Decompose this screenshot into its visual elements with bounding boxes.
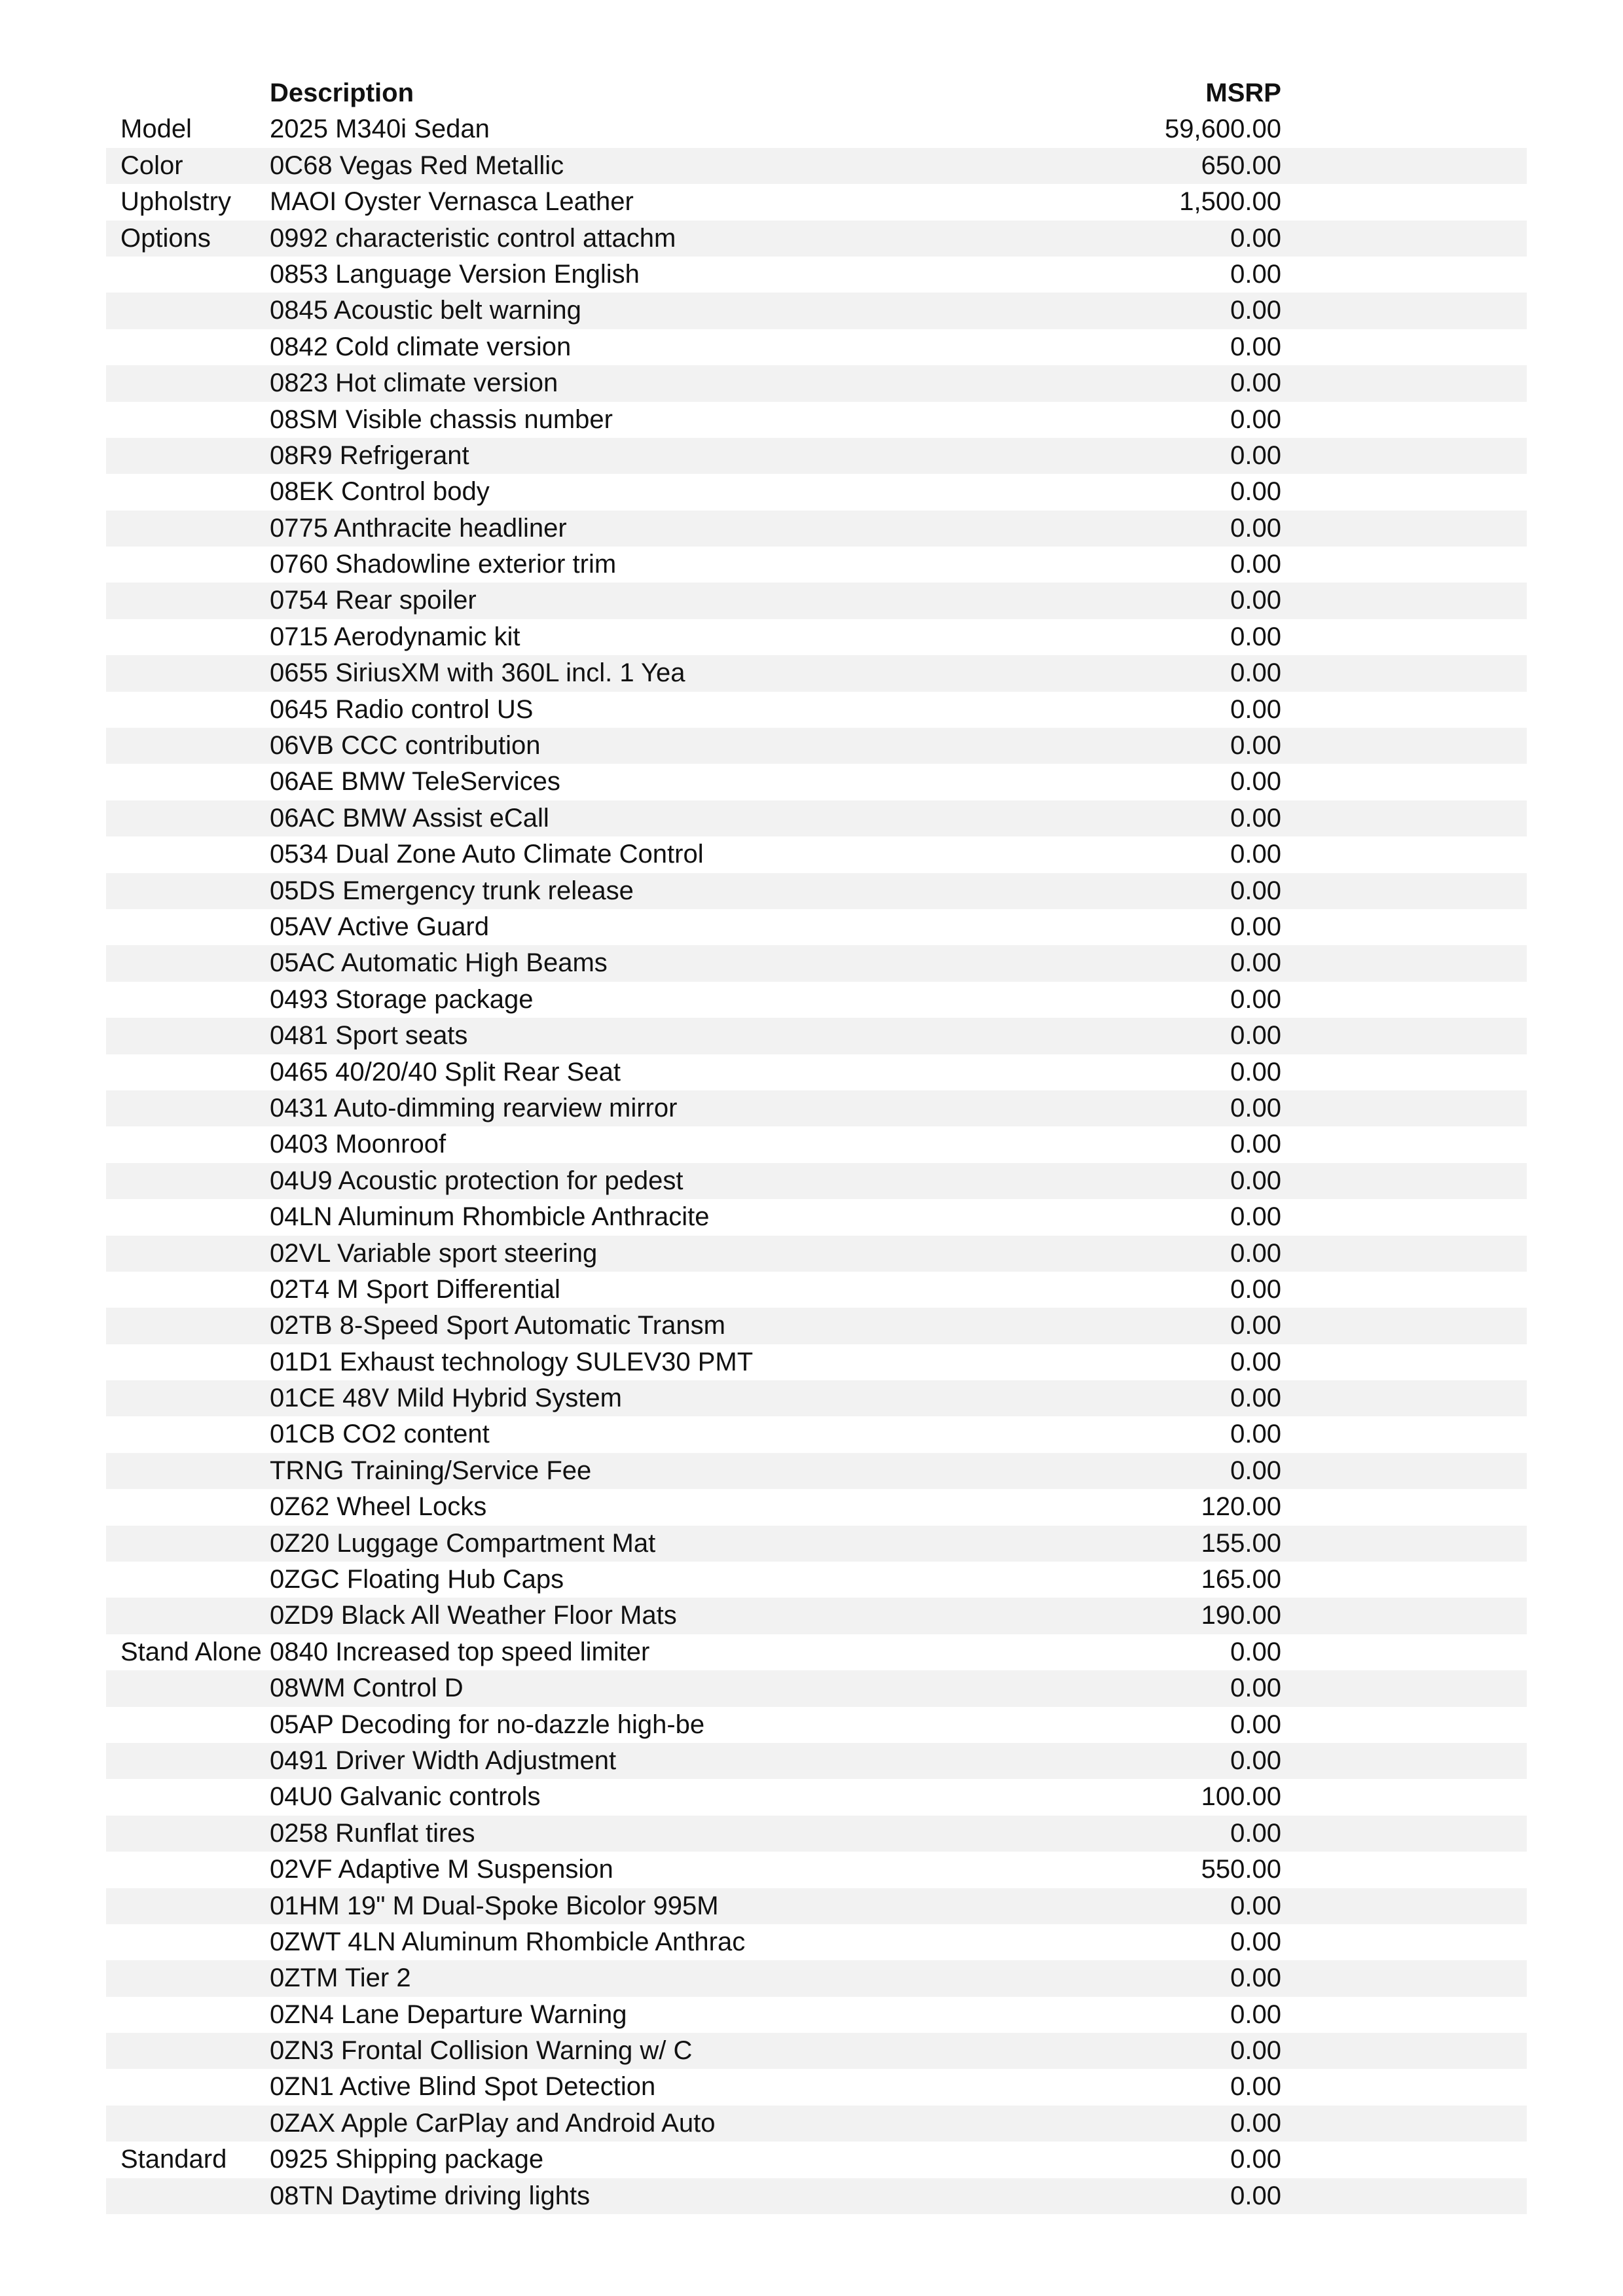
row-description: 0403 Moonroof [270, 1130, 447, 1159]
table-row [106, 402, 1527, 438]
row-msrp: 0.00 [1230, 1710, 1281, 1739]
row-category [106, 583, 270, 619]
table-row [106, 619, 1527, 655]
row-category [106, 1163, 270, 1199]
row-category [106, 1272, 270, 1308]
table-row [106, 148, 1527, 184]
row-description: 0754 Rear spoiler [270, 586, 477, 615]
row-category [106, 1707, 270, 1743]
row-description: 08EK Control body [270, 477, 490, 507]
table-row [106, 1562, 1527, 1598]
table-row [106, 1344, 1527, 1380]
row-category [106, 1416, 270, 1452]
table-row [106, 474, 1527, 510]
row-msrp: 0.00 [1230, 840, 1281, 869]
header-description: Description [270, 79, 414, 107]
row-msrp: 0.00 [1230, 2000, 1281, 2029]
row-category: Stand Alone [120, 1637, 262, 1666]
row-category [106, 1489, 270, 1525]
row-msrp: 0.00 [1230, 404, 1281, 434]
row-category [106, 1126, 270, 1162]
row-category: Standard [120, 2145, 227, 2174]
row-msrp: 0.00 [1230, 2072, 1281, 2102]
row-msrp: 0.00 [1230, 332, 1281, 361]
row-msrp: 0.00 [1230, 1347, 1281, 1376]
row-msrp: 0.00 [1230, 731, 1281, 761]
row-description: 08WM Control D [270, 1674, 464, 1703]
row-category: Color [120, 151, 183, 180]
row-description: 0853 Language Version English [270, 259, 640, 289]
row-description: 0715 Aerodynamic kit [270, 622, 520, 651]
row-category [106, 1380, 270, 1416]
table-row [106, 1852, 1527, 1888]
table-row [106, 1126, 1527, 1162]
row-msrp: 0.00 [1230, 1021, 1281, 1050]
row-category [106, 365, 270, 401]
row-description: 04U9 Acoustic protection for pedest [270, 1166, 684, 1195]
row-description: 0840 Increased top speed limiter [270, 1637, 650, 1666]
row-category [106, 1670, 270, 1706]
table-row [106, 1598, 1527, 1634]
row-msrp: 0.00 [1230, 1891, 1281, 1920]
table-row [106, 1199, 1527, 1235]
row-description: 0ZAX Apple CarPlay and Android Auto [270, 2108, 716, 2138]
row-msrp: 165.00 [1201, 1565, 1281, 1594]
row-description: 05AV Active Guard [270, 912, 489, 941]
table-row [106, 800, 1527, 836]
row-category [106, 692, 270, 728]
row-msrp: 0.00 [1230, 1818, 1281, 1848]
table-row [106, 982, 1527, 1018]
row-category: Upholstry [120, 187, 231, 217]
row-category [106, 1743, 270, 1779]
row-msrp: 0.00 [1230, 368, 1281, 398]
row-msrp: 0.00 [1230, 513, 1281, 543]
table-row [106, 1453, 1527, 1489]
row-description: 0465 40/20/40 Split Rear Seat [270, 1057, 621, 1086]
row-description: 08SM Visible chassis number [270, 404, 613, 434]
table-row [106, 692, 1527, 728]
row-description: 0ZGC Floating Hub Caps [270, 1565, 564, 1594]
row-msrp: 0.00 [1230, 1093, 1281, 1122]
row-category [106, 1090, 270, 1126]
row-msrp: 0.00 [1230, 1637, 1281, 1666]
row-description: 0ZTM Tier 2 [270, 1964, 411, 1993]
row-description: 06AE BMW TeleServices [270, 767, 560, 797]
table-row [106, 1090, 1527, 1126]
table-row [106, 221, 1527, 257]
table-row [106, 2106, 1527, 2142]
row-msrp: 0.00 [1230, 1057, 1281, 1086]
row-description: 08R9 Refrigerant [270, 440, 469, 470]
row-description: 06VB CCC contribution [270, 731, 541, 761]
row-category [106, 257, 270, 293]
row-msrp: 0.00 [1230, 1927, 1281, 1956]
row-msrp: 0.00 [1230, 1274, 1281, 1304]
row-msrp: 120.00 [1201, 1492, 1281, 1522]
table-row [106, 873, 1527, 909]
row-description: 0258 Runflat tires [270, 1818, 475, 1848]
table-row [106, 329, 1527, 365]
table-row [106, 1924, 1527, 1960]
row-msrp: 0.00 [1230, 1746, 1281, 1775]
table-row [106, 1489, 1527, 1525]
row-msrp: 0.00 [1230, 1964, 1281, 1993]
row-category: Model [120, 115, 192, 144]
row-msrp: 0.00 [1230, 1311, 1281, 1340]
row-category [106, 1924, 270, 1960]
row-category [106, 547, 270, 583]
row-category [106, 945, 270, 981]
row-category [106, 2033, 270, 2069]
row-description: 01CE 48V Mild Hybrid System [270, 1384, 622, 1413]
row-category [106, 873, 270, 909]
row-msrp: 155.00 [1201, 1528, 1281, 1558]
row-description: 0760 Shadowline exterior trim [270, 550, 617, 579]
row-description: 02VL Variable sport steering [270, 1238, 598, 1268]
row-msrp: 0.00 [1230, 1456, 1281, 1485]
row-category [106, 619, 270, 655]
row-msrp: 0.00 [1230, 1130, 1281, 1159]
row-category [106, 1453, 270, 1489]
row-msrp: 0.00 [1230, 2108, 1281, 2138]
row-description: 02TB 8-Speed Sport Automatic Transm [270, 1311, 725, 1340]
row-category [106, 655, 270, 691]
row-msrp: 0.00 [1230, 1420, 1281, 1449]
row-description: 0ZN4 Lane Departure Warning [270, 2000, 627, 2029]
line-items [106, 111, 1527, 2214]
table-row [106, 1163, 1527, 1199]
row-description: 04U0 Galvanic controls [270, 1782, 541, 1812]
table-row [106, 1018, 1527, 1054]
table-row [106, 1670, 1527, 1706]
row-msrp: 0.00 [1230, 2181, 1281, 2210]
row-description: 0823 Hot climate version [270, 368, 558, 398]
row-category [106, 1997, 270, 2033]
row-description: 0925 Shipping package [270, 2145, 544, 2174]
row-msrp: 0.00 [1230, 803, 1281, 833]
table-row [106, 764, 1527, 800]
row-category [106, 1054, 270, 1090]
row-description: 0493 Storage package [270, 984, 534, 1014]
table-row [106, 728, 1527, 764]
row-description: 05AP Decoding for no-dazzle high-be [270, 1710, 705, 1739]
table-row [106, 2069, 1527, 2105]
row-description: 02VF Adaptive M Suspension [270, 1855, 613, 1884]
row-category [106, 1852, 270, 1888]
row-description: 0992 characteristic control attachm [270, 223, 676, 253]
row-category [106, 1888, 270, 1924]
row-category [106, 764, 270, 800]
row-description: 0655 SiriusXM with 360L incl. 1 Yea [270, 658, 685, 688]
row-category [106, 1199, 270, 1235]
row-category [106, 1598, 270, 1634]
row-description: 05AC Automatic High Beams [270, 948, 608, 978]
row-description: 0ZD9 Black All Weather Floor Mats [270, 1601, 677, 1630]
row-description: 02T4 M Sport Differential [270, 1274, 560, 1304]
row-msrp: 0.00 [1230, 2036, 1281, 2066]
table-row [106, 1960, 1527, 1996]
row-description: MAOI Oyster Vernasca Leather [270, 187, 634, 217]
table-row [106, 1816, 1527, 1852]
row-description: 0ZWT 4LN Aluminum Rhombicle Anthrac [270, 1927, 746, 1956]
table-row [106, 1634, 1527, 1670]
row-msrp: 0.00 [1230, 658, 1281, 688]
row-msrp: 650.00 [1201, 151, 1281, 180]
row-msrp: 0.00 [1230, 477, 1281, 507]
row-description: 0Z62 Wheel Locks [270, 1492, 487, 1522]
row-msrp: 0.00 [1230, 1202, 1281, 1232]
row-msrp: 0.00 [1230, 1674, 1281, 1703]
table-row [106, 111, 1527, 147]
row-description: 0842 Cold climate version [270, 332, 572, 361]
row-description: 06AC BMW Assist eCall [270, 803, 549, 833]
table-row [106, 2033, 1527, 2069]
row-category [106, 1018, 270, 1054]
row-category [106, 1960, 270, 1996]
header-category [106, 75, 270, 111]
row-category [106, 438, 270, 474]
row-msrp: 0.00 [1230, 984, 1281, 1014]
row-description: 01D1 Exhaust technology SULEV30 PMT [270, 1347, 754, 1376]
row-msrp: 0.00 [1230, 440, 1281, 470]
row-category [106, 836, 270, 872]
row-category [106, 511, 270, 547]
table-row [106, 1779, 1527, 1815]
row-category [106, 329, 270, 365]
row-msrp: 0.00 [1230, 296, 1281, 325]
table-row [106, 1380, 1527, 1416]
row-category [106, 2069, 270, 2105]
row-msrp: 0.00 [1230, 223, 1281, 253]
row-msrp: 0.00 [1230, 1238, 1281, 1268]
table-row [106, 836, 1527, 872]
row-category [106, 1779, 270, 1815]
header-row [106, 75, 1527, 111]
row-description: 0Z20 Luggage Compartment Mat [270, 1528, 656, 1558]
table-row [106, 1236, 1527, 1272]
table-row [106, 945, 1527, 981]
row-msrp: 0.00 [1230, 622, 1281, 651]
header-msrp: MSRP [1205, 79, 1281, 107]
table-row [106, 1743, 1527, 1779]
row-description: 01HM 19" M Dual-Spoke Bicolor 995M [270, 1891, 719, 1920]
table-row [106, 2178, 1527, 2214]
table-row [106, 1054, 1527, 1090]
row-category [106, 1816, 270, 1852]
row-category [106, 1526, 270, 1562]
row-description: 0431 Auto-dimming rearview mirror [270, 1093, 678, 1122]
row-category [106, 728, 270, 764]
table-row [106, 257, 1527, 293]
row-msrp: 0.00 [1230, 694, 1281, 724]
row-category [106, 1236, 270, 1272]
table-row [106, 655, 1527, 691]
row-description: 08TN Daytime driving lights [270, 2181, 591, 2210]
row-category [106, 1562, 270, 1598]
table-row [106, 1308, 1527, 1344]
table-row [106, 1526, 1527, 1562]
row-description: 0775 Anthracite headliner [270, 513, 567, 543]
table-row [106, 365, 1527, 401]
row-msrp: 0.00 [1230, 259, 1281, 289]
row-category: Options [120, 223, 211, 253]
table-row [106, 1888, 1527, 1924]
row-description: 0534 Dual Zone Auto Climate Control [270, 840, 704, 869]
row-description: 05DS Emergency trunk release [270, 876, 634, 905]
row-category [106, 293, 270, 329]
row-category [106, 474, 270, 510]
row-msrp: 0.00 [1230, 876, 1281, 905]
row-description: 0C68 Vegas Red Metallic [270, 151, 564, 180]
table-row [106, 184, 1527, 220]
row-category [106, 1344, 270, 1380]
row-msrp: 0.00 [1230, 912, 1281, 941]
row-msrp: 1,500.00 [1179, 187, 1281, 217]
row-msrp: 0.00 [1230, 1166, 1281, 1195]
table-row [106, 1416, 1527, 1452]
row-description: 0481 Sport seats [270, 1021, 468, 1050]
table-row [106, 1272, 1527, 1308]
row-description: TRNG Training/Service Fee [270, 1456, 592, 1485]
row-msrp: 0.00 [1230, 550, 1281, 579]
row-description: 0ZN1 Active Blind Spot Detection [270, 2072, 656, 2102]
table-row [106, 511, 1527, 547]
row-msrp: 100.00 [1201, 1782, 1281, 1812]
table-row [106, 547, 1527, 583]
row-msrp: 0.00 [1230, 2145, 1281, 2174]
row-category [106, 2178, 270, 2214]
row-msrp: 550.00 [1201, 1855, 1281, 1884]
row-description: 0845 Acoustic belt warning [270, 296, 581, 325]
table-row [106, 1707, 1527, 1743]
row-description: 0645 Radio control US [270, 694, 534, 724]
table-row [106, 1997, 1527, 2033]
row-category [106, 909, 270, 945]
row-msrp: 0.00 [1230, 767, 1281, 797]
price-sheet [106, 75, 1527, 2214]
row-description: 0ZN3 Frontal Collision Warning w/ C [270, 2036, 693, 2066]
row-category [106, 982, 270, 1018]
row-description: 01CB CO2 content [270, 1420, 490, 1449]
table-row [106, 583, 1527, 619]
row-description: 2025 M340i Sedan [270, 115, 490, 144]
row-msrp: 0.00 [1230, 1384, 1281, 1413]
table-row [106, 2142, 1527, 2178]
table-row [106, 293, 1527, 329]
row-msrp: 59,600.00 [1165, 115, 1281, 144]
row-msrp: 190.00 [1201, 1601, 1281, 1630]
row-msrp: 0.00 [1230, 948, 1281, 978]
row-category [106, 800, 270, 836]
table-row [106, 438, 1527, 474]
row-category [106, 402, 270, 438]
row-description: 0491 Driver Width Adjustment [270, 1746, 617, 1775]
row-category [106, 2106, 270, 2142]
row-category [106, 1308, 270, 1344]
table-row [106, 909, 1527, 945]
row-msrp: 0.00 [1230, 586, 1281, 615]
row-description: 04LN Aluminum Rhombicle Anthracite [270, 1202, 710, 1232]
